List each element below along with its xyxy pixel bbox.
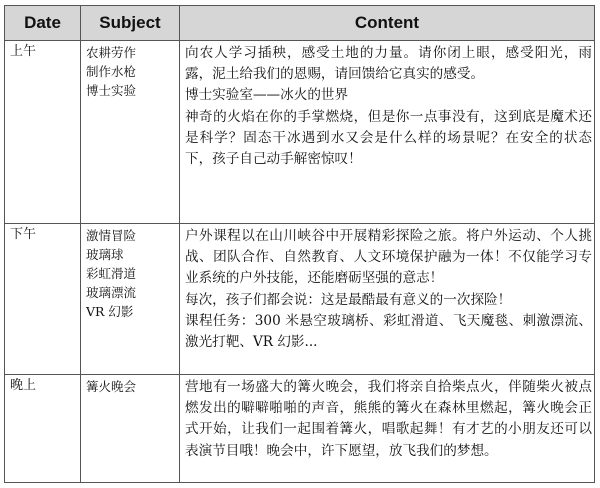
subject-item: 农耕劳作 xyxy=(86,45,137,60)
header-row xyxy=(5,6,595,41)
subject-item: 博士实验 xyxy=(86,83,137,98)
content-paragraph: 向农人学习插秧，感受土地的力量。请你闭上眼，感受阳光，雨露，泥土给我们的恩赐，请回馈给它真实的感受。 xyxy=(185,45,592,83)
subject-item: 激情冒险 xyxy=(86,228,137,243)
content-paragraph: 营地有一场盛大的篝火晚会，我们将亲自拾柴点火，伴随柴火被点燃发出的噼噼啪啪的声音，熊熊的篝火在森林里燃起，篝火晚会正式开始，让我们一起围着篝火，唱歌起舞！有才艺的小朋友还可以表演节目哦！晚会中，许下愿望，放飞我们的梦想。 xyxy=(185,379,592,459)
content-paragraph: 博士实验室——冰火的世界 xyxy=(185,87,349,104)
subject-cell xyxy=(81,375,180,483)
content-paragraph: 课程任务：300 米悬空玻璃桥、彩虹滑道、飞天魔毯、刺激漂流、激光打靶、VR 幻影... xyxy=(185,312,592,351)
date-cell: 上午 xyxy=(5,41,81,224)
subject-item: 彩虹滑道 xyxy=(86,266,137,281)
content-paragraph: 户外课程以在山川峡谷中开展精彩探险之旅。将户外运动、个人挑战、团队合作、自然教育、人文环境保护融为一体！不仅能学习专业系统的户外技能，还能磨砺坚强的意志！ xyxy=(185,228,592,287)
table-row-morning xyxy=(5,41,595,224)
subject-item: 制作水枪 xyxy=(86,64,137,79)
subject-item: 玻璃漂流 xyxy=(86,285,137,300)
content-paragraph: 每次，孩子们都会说：这是最酷最有意义的一次探险！ xyxy=(185,291,512,308)
header-subject: Subject xyxy=(81,6,180,41)
table-row-evening xyxy=(5,375,595,483)
subject-cell xyxy=(81,224,180,375)
schedule-table xyxy=(4,5,595,483)
schedule-table-wrapper xyxy=(4,5,594,483)
header-content: Content xyxy=(180,6,595,41)
date-cell: 下午 xyxy=(5,224,81,375)
content-cell xyxy=(180,41,595,224)
subject-item: 玻璃球 xyxy=(86,247,124,262)
content-cell xyxy=(180,375,595,483)
content-paragraph: 神奇的火焰在你的手掌燃烧，但是你一点事没有，这到底是魔术还是科学？固态干冰遇到水又会是什么样的场景呢？在安全的状态下，孩子自己动手解密惊叹！ xyxy=(185,108,592,168)
date-cell: 晚上 xyxy=(5,375,81,483)
content-cell xyxy=(180,224,595,375)
subject-cell xyxy=(81,41,180,224)
subject-item: VR 幻影 xyxy=(86,304,134,319)
table-row-afternoon xyxy=(5,224,595,375)
subject-item: 篝火晚会 xyxy=(86,379,137,394)
header-date: Date xyxy=(5,6,81,41)
